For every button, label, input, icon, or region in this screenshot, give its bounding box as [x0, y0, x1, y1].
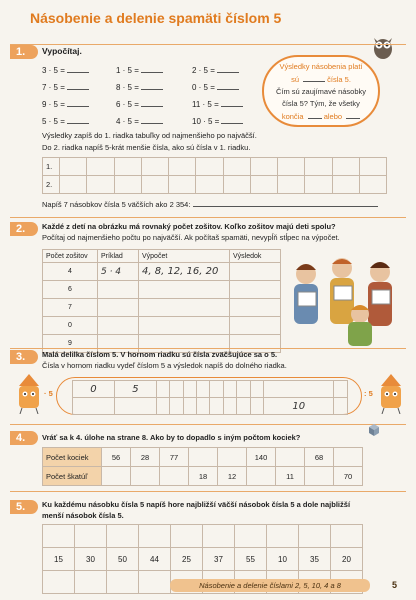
- calculation-table: [42, 249, 281, 353]
- exercise-text: menší násobok čísla 5.: [42, 511, 124, 520]
- exercise-number: 2.: [10, 222, 38, 236]
- bubble-line: Čím sú zaujímavé násobky: [275, 87, 367, 96]
- vysledok-cell[interactable]: [230, 317, 281, 335]
- value-cell: 30: [75, 548, 107, 571]
- bottom-cell[interactable]: 10: [264, 398, 334, 415]
- answer-blank[interactable]: [221, 115, 243, 124]
- grid-cell[interactable]: [332, 176, 359, 194]
- bottom-cell[interactable]: [334, 398, 348, 415]
- top-cell[interactable]: [197, 381, 210, 398]
- bottom-cell[interactable]: [156, 398, 169, 415]
- column-header: Výsledok: [230, 250, 281, 263]
- answer-blank[interactable]: [67, 64, 89, 73]
- upper-row: [43, 525, 363, 548]
- table-cell[interactable]: [305, 467, 334, 486]
- exercise-text: Počítaj od najmenšieho počtu po najväčší. Ak počítaš spamäti, nevypĺň stĺpec na výpočet.: [42, 233, 340, 242]
- instruction-text: Výsledky zapíš do 1. riadka tabuľky od najmenšieho po najväčší.: [42, 131, 257, 140]
- table-cell[interactable]: 18: [189, 467, 218, 486]
- answer-blank[interactable]: [141, 81, 163, 90]
- page-number: 5: [392, 580, 398, 590]
- rule-bubble: [262, 55, 380, 127]
- grid-cell[interactable]: [141, 176, 168, 194]
- instruction-text: Do 2. riadka napíš 5-krát menšie čísla, ako sú čísla v 1. riadku.: [42, 143, 251, 152]
- count-cell: 7: [43, 299, 98, 317]
- bottom-cell[interactable]: [170, 398, 183, 415]
- equation: 8 · 5 =: [116, 83, 139, 92]
- vysledok-cell[interactable]: [230, 299, 281, 317]
- value-cell: 37: [203, 548, 235, 571]
- bottom-cell[interactable]: [237, 398, 250, 415]
- table-row: [43, 263, 281, 281]
- section-divider: [10, 491, 406, 492]
- table-row: [43, 448, 363, 467]
- vypocet-cell[interactable]: [139, 281, 230, 299]
- pencil-character-right: [376, 374, 406, 414]
- priklad-cell[interactable]: 5 · 4: [98, 263, 139, 281]
- division-grid: [72, 380, 348, 415]
- answer-blank[interactable]: [303, 73, 325, 82]
- table-cell[interactable]: 140: [247, 448, 276, 467]
- table-cell[interactable]: [276, 448, 305, 467]
- upper-cell[interactable]: [331, 525, 363, 548]
- grid-cell[interactable]: [196, 158, 223, 176]
- equation-column: [42, 62, 89, 130]
- table-cell[interactable]: 77: [160, 448, 189, 467]
- equation: 7 · 5 =: [42, 83, 65, 92]
- exercise-number: 3.: [10, 350, 38, 364]
- grid-cell[interactable]: [278, 158, 305, 176]
- value-cell: 20: [331, 548, 363, 571]
- value-row: [43, 548, 363, 571]
- section-divider: [10, 348, 406, 349]
- top-cell[interactable]: [170, 381, 183, 398]
- bottom-cell[interactable]: [223, 398, 236, 415]
- grid-cell[interactable]: [196, 176, 223, 194]
- upper-cell[interactable]: [139, 525, 171, 548]
- table-row: [43, 281, 281, 299]
- table-row: [43, 467, 363, 486]
- table-cell[interactable]: 68: [305, 448, 334, 467]
- table-cell[interactable]: [131, 467, 160, 486]
- priklad-cell[interactable]: [98, 281, 139, 299]
- upper-cell[interactable]: [267, 525, 299, 548]
- top-cell[interactable]: [183, 381, 196, 398]
- row-label: 1.: [43, 158, 60, 176]
- top-cell[interactable]: [210, 381, 223, 398]
- grid-cell[interactable]: [141, 158, 168, 176]
- value-cell: 25: [171, 548, 203, 571]
- answer-blank[interactable]: [346, 110, 360, 119]
- top-cell[interactable]: [237, 381, 250, 398]
- equation: 5 · 5 =: [42, 117, 65, 126]
- column-header: Príklad: [98, 250, 139, 263]
- exercise-instruction: Vypočítaj.: [42, 46, 82, 56]
- grid-cell[interactable]: [359, 176, 386, 194]
- lower-cell[interactable]: [107, 571, 139, 594]
- vysledok-cell[interactable]: [230, 281, 281, 299]
- bottom-cell[interactable]: [114, 398, 156, 415]
- equation-column: [116, 62, 163, 130]
- footer-banner: Násobenie a delenie číslami 2, 5, 10, 4 a 8: [170, 579, 370, 592]
- exercise-number: 5.: [10, 500, 38, 514]
- pencil-character-left: [14, 374, 44, 414]
- top-cell[interactable]: [334, 381, 348, 398]
- exercise-text: Každé z detí na obrázku má rovnaký počet zošitov. Koľko zošitov majú deti spolu?: [42, 222, 336, 231]
- value-cell: 44: [139, 548, 171, 571]
- answer-blank[interactable]: [67, 98, 89, 107]
- upper-cell[interactable]: [43, 525, 75, 548]
- exercise-text: Čísla v hornom riadku vydeľ číslom 5 a výsledok napíš do dolného riadka.: [42, 361, 287, 370]
- operation-label: : 5: [364, 389, 373, 398]
- bottom-cell[interactable]: [250, 398, 263, 415]
- grid-cell[interactable]: [114, 158, 141, 176]
- answer-grid: [42, 157, 387, 194]
- grid-cell[interactable]: [60, 158, 87, 176]
- lower-cell[interactable]: [139, 571, 171, 594]
- grid-cell[interactable]: [278, 176, 305, 194]
- top-cell[interactable]: [264, 381, 334, 398]
- answer-blank[interactable]: [141, 64, 163, 73]
- exercise-text: Vráť sa k 4. úlohe na strane 8. Ako by to dopadlo s iným počtom kociek?: [42, 433, 301, 442]
- table-cell[interactable]: [160, 467, 189, 486]
- answer-blank[interactable]: [217, 64, 239, 73]
- value-cell: 55: [235, 548, 267, 571]
- table-cell[interactable]: [189, 448, 218, 467]
- answer-blank[interactable]: [308, 110, 322, 119]
- equation: 6 · 5 =: [116, 100, 139, 109]
- cubes-table: [42, 447, 363, 486]
- table-cell[interactable]: 56: [102, 448, 131, 467]
- exercise-number: 1.: [10, 45, 38, 59]
- priklad-cell[interactable]: [98, 317, 139, 335]
- value-cell: 50: [107, 548, 139, 571]
- grid-cell[interactable]: [114, 176, 141, 194]
- vypocet-cell[interactable]: [139, 299, 230, 317]
- grid-cell[interactable]: [305, 158, 332, 176]
- count-cell: 4: [43, 263, 98, 281]
- section-divider: [10, 217, 406, 218]
- table-cell[interactable]: 70: [334, 467, 363, 486]
- instruction-text: Napíš 7 násobkov čísla 5 väčších ako 2 354:: [42, 198, 402, 209]
- equation: 0 · 5 =: [192, 83, 215, 92]
- grid-cell[interactable]: [359, 158, 386, 176]
- value-cell: 10: [267, 548, 299, 571]
- lower-cell[interactable]: [43, 571, 75, 594]
- priklad-cell[interactable]: [98, 299, 139, 317]
- answer-blank[interactable]: [67, 115, 89, 124]
- count-cell: 6: [43, 281, 98, 299]
- upper-cell[interactable]: [203, 525, 235, 548]
- upper-cell[interactable]: [75, 525, 107, 548]
- answer-blank[interactable]: [67, 81, 89, 90]
- column-header: Výpočet: [139, 250, 230, 263]
- grid-cell[interactable]: [305, 176, 332, 194]
- bottom-cell[interactable]: [183, 398, 196, 415]
- count-cell: 9: [43, 335, 98, 353]
- equation: 2 · 5 =: [192, 66, 215, 75]
- row-label: 2.: [43, 176, 60, 194]
- equation: 4 · 5 =: [116, 117, 139, 126]
- equation: 3 · 5 =: [42, 66, 65, 75]
- answer-blank[interactable]: [141, 115, 163, 124]
- grid-cell[interactable]: [87, 176, 114, 194]
- table-cell[interactable]: 28: [131, 448, 160, 467]
- grid-cell[interactable]: [250, 176, 277, 194]
- equation-column: [192, 62, 243, 130]
- top-cell[interactable]: [156, 381, 169, 398]
- exercise-text: Malá delilka číslom 5. V hornom riadku sú čísla zväčšujúce sa o 5.: [42, 350, 278, 359]
- vypocet-cell[interactable]: 4, 8, 12, 16, 20: [139, 263, 230, 281]
- answer-blank[interactable]: [141, 98, 163, 107]
- grid-cell[interactable]: [250, 158, 277, 176]
- bottom-cell[interactable]: [73, 398, 115, 415]
- bubble-line: sú čísla 5.: [291, 75, 351, 84]
- page-title: Násobenie a delenie spamäti číslom 5: [30, 10, 282, 26]
- cube-icon: [366, 422, 382, 438]
- bubble-line: Výsledky násobenia platí: [279, 62, 363, 71]
- table-row: [43, 317, 281, 335]
- bubble-line: čísla 5? Tým, že všetky: [282, 99, 360, 108]
- vysledok-cell[interactable]: [230, 263, 281, 281]
- grid-cell[interactable]: [169, 176, 196, 194]
- table-cell[interactable]: [218, 448, 247, 467]
- grid-cell[interactable]: [60, 176, 87, 194]
- exercise-text: Ku každému násobku čísla 5 napíš hore najbližší väčší násobok čísla 5 a dole najbližší: [42, 500, 351, 509]
- row-header: Počet škatúľ: [43, 467, 102, 486]
- exercise-number: 4.: [10, 431, 38, 445]
- upper-cell[interactable]: [107, 525, 139, 548]
- count-cell: 0: [43, 317, 98, 335]
- row-header: Počet kociek: [43, 448, 102, 467]
- grid-cell[interactable]: [169, 158, 196, 176]
- column-header: Počet zošitov: [43, 250, 98, 263]
- table-row: [43, 299, 281, 317]
- value-cell: 35: [299, 548, 331, 571]
- answer-line[interactable]: [193, 198, 378, 207]
- owl-icon: [372, 34, 394, 60]
- value-cell: 15: [43, 548, 75, 571]
- children-illustration: [284, 248, 408, 346]
- operation-label: · 5: [44, 389, 53, 398]
- table-cell[interactable]: [102, 467, 131, 486]
- section-divider: [10, 44, 406, 45]
- table-cell[interactable]: [247, 467, 276, 486]
- table-cell[interactable]: 11: [276, 467, 305, 486]
- top-cell[interactable]: [223, 381, 236, 398]
- table-cell[interactable]: [334, 448, 363, 467]
- lower-cell[interactable]: [75, 571, 107, 594]
- bottom-cell[interactable]: [210, 398, 223, 415]
- equation: 10 · 5 =: [192, 117, 220, 126]
- upper-cell[interactable]: [235, 525, 267, 548]
- answer-blank[interactable]: [221, 98, 243, 107]
- top-cell[interactable]: 5: [114, 381, 156, 398]
- equation: 9 · 5 =: [42, 100, 65, 109]
- equation: 11 · 5 =: [192, 100, 219, 109]
- equation: 1 · 5 =: [116, 66, 139, 75]
- upper-cell[interactable]: [171, 525, 203, 548]
- grid-cell[interactable]: [87, 158, 114, 176]
- grid-cell[interactable]: [223, 158, 250, 176]
- vypocet-cell[interactable]: [139, 317, 230, 335]
- section-divider: [10, 424, 406, 425]
- grid-cell[interactable]: [332, 158, 359, 176]
- bottom-cell[interactable]: [197, 398, 210, 415]
- top-cell[interactable]: 0: [73, 381, 115, 398]
- upper-cell[interactable]: [299, 525, 331, 548]
- answer-blank[interactable]: [217, 81, 239, 90]
- bubble-line: končia alebo: [264, 110, 378, 123]
- table-cell[interactable]: 12: [218, 467, 247, 486]
- top-cell[interactable]: [250, 381, 263, 398]
- grid-cell[interactable]: [223, 176, 250, 194]
